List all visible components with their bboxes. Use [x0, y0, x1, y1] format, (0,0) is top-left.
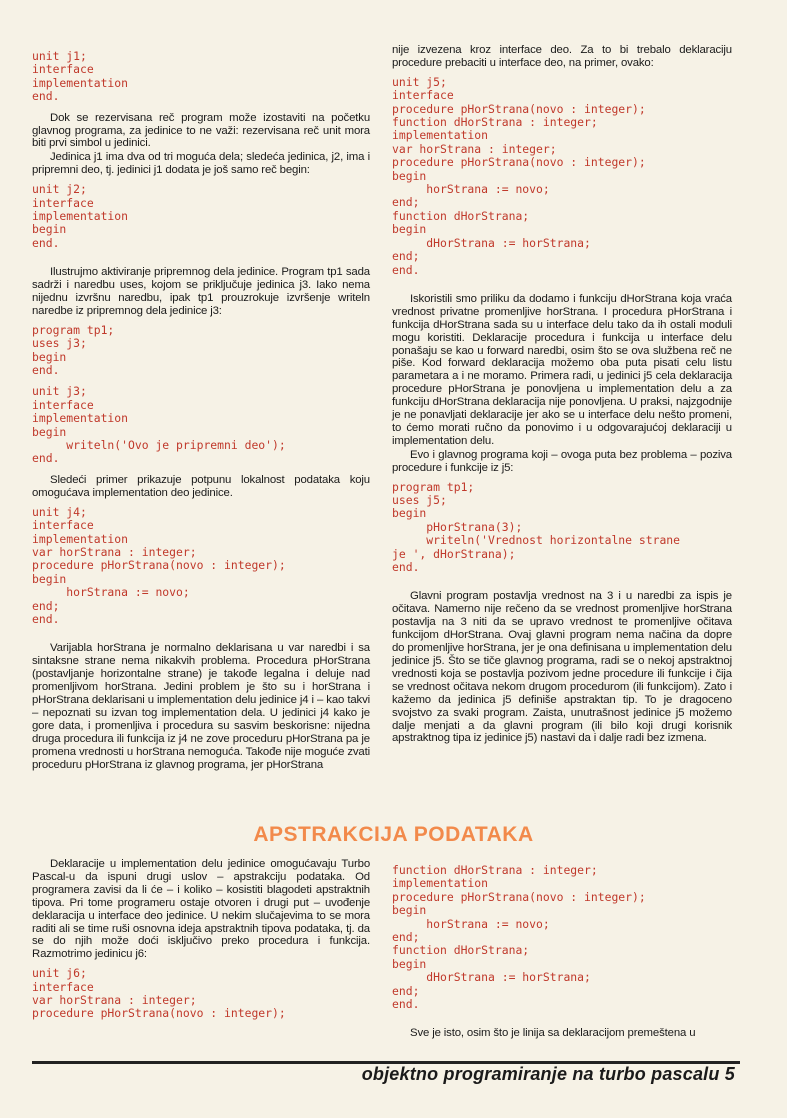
paragraph-text: Glavni program postavlja vrednost na 3 i u naredbi za ispis je očitava. Namerno nije rečeno da se vrednost promenljive horStrana postavlja na 3 niti da se upravo vrednost te promenljive očitava funkcijom dHorStrana. Ovaj glavni program nema načina da dopre do promenljive horStrana, jer je ona definisana u implementation delu jedinice j5. Što se tiče glavnog programa, radi se o nekoj apstraktnoj vrednosti koja se postavlja pozivom jedne procedure ili funkcije i čija se vrednost očitava nekom drugom procedurom (ili funkcijom). Zato i kažemo da jedinica j5 definiše apstraktan tip. To je dragoceno svojstvo za svaki program. Zaista, unutrašnost jedinice j5 možemo dalje menjati a da glavni program (ili bilo koji drugi korisnik apstraktnog tipa iz jedinice j5) nastavi da i dalje radi bez izmena.	[392, 590, 732, 745]
paragraph-text: Sve je isto, osim što je linija sa deklaracijom premeštena u	[410, 1027, 696, 1040]
paragraph-text: Sledeći primer prikazuje potpunu lokalnost podataka koju omogućava implementation deo jedinice.	[32, 473, 370, 499]
code-unit-j1: unit j1; interface implementation end.	[32, 49, 129, 104]
paragraph-text: nije izvezena kroz interface deo. Za to bi trebalo deklaraciju procedure prebaciti u interface deo, na primer, ovako:	[392, 44, 732, 69]
paragraph-text: Ilustrujmo aktiviranje pripremnog dela jedinice. Program tp1 sada sadrži i naredbu uses, kojom se priključuje jedinica j3. Iako nema nijednu izvršnu naredbu, ipak tp1 prouzrokuje izvršenje writeln naredbe iz pripremnog dela jedinice j3:	[32, 266, 370, 317]
paragraph-locality	[32, 474, 370, 500]
left-column-top	[32, 44, 370, 772]
code-program-tp1-j5: program tp1; uses j5; begin pHorStrana(3); writeln('Vrednost horizontalne strane je ', dHorStrana); end.	[392, 479, 681, 575]
code-program-tp1-j3: program tp1; uses j3; begin end.	[32, 322, 115, 378]
right-column-bottom	[392, 858, 732, 1041]
footer-title: objektno programiranje na turbo pascalu 5	[361, 1064, 735, 1084]
paragraph-text: Deklaracije u implementation delu jedinice omogućavaju Turbo Pascal-u da ispuni drugi uslov – apstrakciju podataka. Od programera zavisi da li će – i koliko – kosistiti blagodeti apstraktnih tipova. Pri tome programeru ostaje otvoren i drugi put – uvođenje deklaracija u interface deo jedinice. U nekim slučajevima to se mora raditi ali se time ruši osnovna ideja apstraktnih tipova podataka, tj. da se do njih može doći isključivo preko procedura i funkcija. Razmotrimo jedinicu j6:	[32, 858, 370, 961]
paragraph-text: Jedinica j1 ima dva od tri moguća dela; sledeća jedinica, j2, ima i pripremni deo, tj. jedinici j1 dodata je još samo reč begin:	[32, 151, 370, 177]
left-column-bottom	[32, 858, 370, 1029]
paragraph-same-except	[392, 1027, 732, 1040]
paragraph-text: Varijabla horStrana je normalno deklarisana u var naredbi i sa sintaksne strane nema nikakvih problema. Procedura pHorStrana (postavljanje horizontalne strane) je takođe legalna i deluje nad promenljivom horStrana. Jedini problem je što su i horStrana i pHorStrana deklarisani u implementation delu jedinice j4 i – kao takvi – nepoznati su izvan tog implementation dela. U jedinici j4 kako je gore data, i promenljiva i procedura su sasvim beskorisne: nijedna druga procedura ili funkcija iz j4 ne zove proceduru pHorStrana pa je promena vrednosti u horStrana nemoguća. Takođe nije moguće zvati proceduru pHorStrana iz glavnog programa, jer pHorStrana	[32, 642, 370, 771]
code-unit-j3: unit j3; interface implementation begin writeln('Ovo je pripremni deo'); end.	[32, 384, 286, 466]
paragraph-horstrana	[32, 642, 370, 771]
paragraph-dhorstrana	[392, 293, 732, 475]
code-unit-j6: unit j6; interface var horStrana : integer; procedure pHorStrana(novo : integer);	[32, 966, 286, 1021]
code-unit-j4: unit j4; interface implementation var horStrana : integer; procedure pHorStrana(novo : integer); begin horStrana := novo; end; end.	[32, 504, 286, 626]
right-column-top	[392, 44, 732, 746]
code-unit-j2: unit j2; interface implementation begin end.	[32, 182, 129, 250]
paragraph-text: Evo i glavnog programa koji – ovoga puta bez problema – poziva procedure i funkcije iz j5:	[392, 448, 732, 474]
code-unit-j5: unit j5; interface procedure pHorStrana(novo : integer); function dHorStrana : integer; implementation var horStrana : integer; procedure pHorStrana(novo : integer); begin horStrana := novo; end; function dHorStrana; begin dHorStrana := horStrana; end; end.	[392, 74, 646, 277]
paragraph-unit-keyword	[32, 112, 370, 178]
section-heading: APSTRAKCIJA PODATAKA	[253, 823, 534, 846]
paragraph-data-abstraction	[32, 858, 370, 961]
code-unit-j6-continued: function dHorStrana : integer; implementation procedure pHorStrana(novo : integer); begin horStrana := novo; end; function dHorStrana; begin dHorStrana := horStrana; end; end.	[392, 863, 646, 1012]
paragraph-continuation	[392, 44, 732, 70]
paragraph-init-section	[32, 266, 370, 318]
paragraph-abstract-type	[392, 590, 732, 745]
paragraph-text: Dok se rezervisana reč program može izostaviti na početku glavnog programa, za jedinice to ne važi: rezervisana reč unit mora biti prvi simbol u jedinici.	[32, 111, 370, 150]
paragraph-text: Iskoristili smo priliku da dodamo i funkciju dHorStrana koja vraća vrednost privatne promenljive horStrana. I procedura pHorStrana i funkcija dHorStrana sada su u interface delu tako da ih ostali moduli mogu koristiti. Deklaracije procedura i funkcija u interface delu ponašaju se kao u forward naredbi, osim što se ova službena reč ne piše. Kod forward deklaracija možemo oba puta pisati celu listu parametara a i ne moramo. Primera radi, u jedinici j5 cela deklaracija procedure pHorStrana je ponovljena u implementation delu a za funkciju dHorStrana deklaracija nije ponovljena. U praksi, najzgodnije je ne ponavljati deklaracije jer ako se u interface delu nešto promeni, to ćemo morati ručno da ponovimo i u odgovarajućoj deklaraciji u implementation delu.	[392, 292, 732, 447]
